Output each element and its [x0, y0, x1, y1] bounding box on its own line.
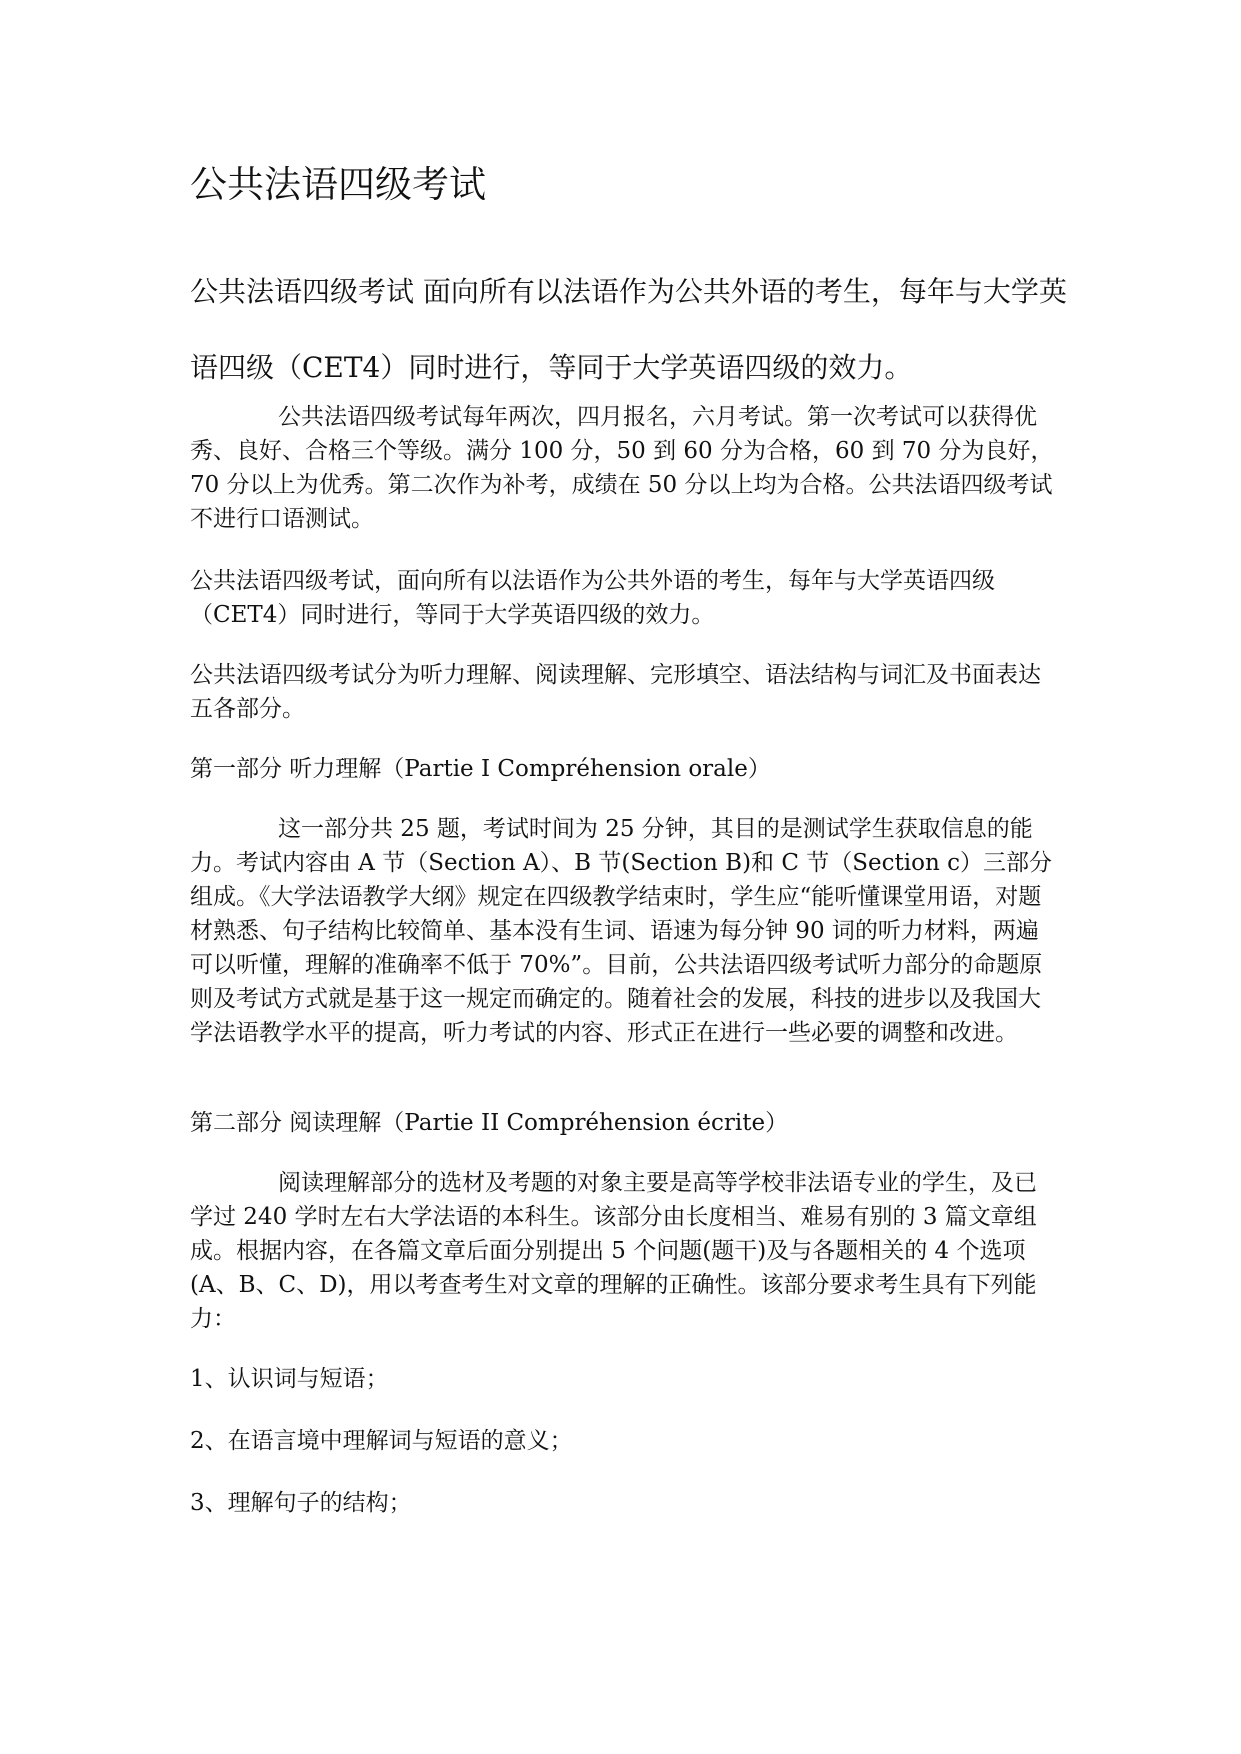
section-heading-listening: 第一部分 听力理解（Partie I Compréhension orale） [190, 756, 771, 782]
page-title: 公共法语四级考试 [190, 163, 486, 206]
paragraph-exam-sections: 公共法语四级考试分为听力理解、阅读理解、完形填空、语法结构与词汇及书面表达五各部分。 [190, 662, 1041, 722]
paragraph-exam-overview: 公共法语四级考试，面向所有以法语作为公共外语的考生，每年与大学英语四级（CET4）同时进行，等同于大学英语四级的效力。 [190, 568, 995, 628]
intro-paragraph: 公共法语四级考试 面向所有以法语作为公共外语的考生，每年与大学英语四级（CET4）同时进行，等同于大学英语四级的效力。 [190, 275, 1067, 384]
paragraph-reading: 阅读理解部分的选材及考题的对象主要是高等学校非法语专业的学生，及已学过 240 学时左右大学法语的本科生。该部分由长度相当、难易有别的 3 篇文章组成。根据内容，在各篇文章后面分别提出 5 个问题(题干)及与各题相关的 4 个选项(A、B、C、D)，用以考查考生对文章的理解的正确性。该部分要求考生具有下列能力： [190, 1170, 1037, 1332]
paragraph-exam-schedule: 公共法语四级考试每年两次，四月报名，六月考试。第一次考试可以获得优秀、良好、合格三个等级。满分 100 分，50 到 60 分为合格，60 到 70 分为良好，70 分以上为优秀。第二次作为补考，成绩在 50 分以上均为合格。公共法语四级考试不进行口语测试。 [190, 404, 1054, 532]
list-item: 3、理解句子的结构； [190, 1490, 412, 1516]
list-item: 2、在语言境中理解词与短语的意义； [190, 1428, 573, 1454]
paragraph-listening: 这一部分共 25 题，考试时间为 25 分钟，其目的是测试学生获取信息的能力。考试内容由 A 节（Section A）、B 节(Section B)和 C 节（Section c）三部分组成。《大学法语教学大纲》规定在四级教学结束时，学生应“能听懂课堂用语，对题材熟悉、句子结构比较简单、基本没有生词、语速为每分钟 90 词的听力材料，两遍可以听懂，理解的准确率不低于 70%”。目前，公共法语四级考试听力部分的命题原则及考试方式就是基于这一规定而确定的。随着社会的发展，科技的进步以及我国大学法语教学水平的提高，听力考试的内容、形式正在进行一些必要的调整和改进。 [190, 816, 1052, 1046]
section-heading-reading: 第二部分 阅读理解（Partie II Compréhension écrite） [190, 1110, 789, 1136]
list-item: 1、认识词与短语； [190, 1366, 389, 1392]
